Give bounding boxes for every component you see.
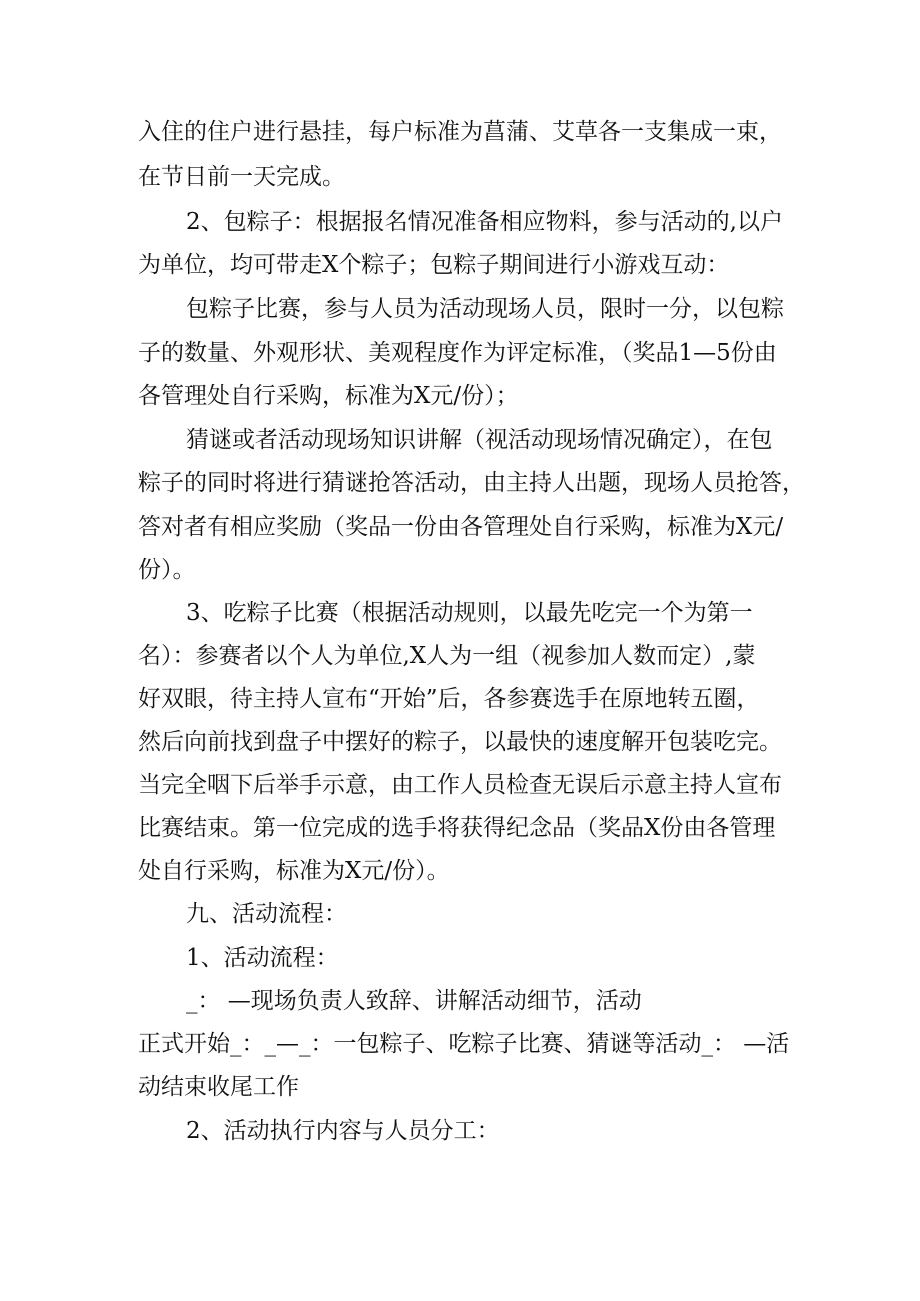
text-line: 动结束收尾工作: [138, 1074, 299, 1100]
text-line: 猜谜或者活动现场知识讲解（视活动现场情况确定），在包: [186, 427, 773, 453]
section-heading: 九、活动流程：: [186, 901, 347, 927]
text-line: 入住的住户进行悬挂，每户标准为菖蒲、艾草各一支集成一束，: [138, 119, 782, 145]
subsection-heading: 1、活动流程：: [186, 945, 339, 971]
text-line: 答对者有相应奖励（奖品一份由各管理处自行采购，标准为X元/: [138, 514, 784, 540]
text-line: 当完全咽下后举手示意，由工作人员检查无误后示意主持人宣布: [138, 772, 782, 798]
text-line: 好双眼，待主持人宣布“开始”后，各参赛选手在原地转五圈，: [138, 686, 760, 712]
text-line: 名）：参赛者以个人为单位,X人为一组（视参加人数而定）,蒙: [138, 643, 756, 669]
text-line: 为单位，均可带走X个粽子；包粽子期间进行小游戏互动：: [138, 252, 730, 278]
text-line: 各管理处自行采购，标准为X元/份）；: [138, 383, 519, 409]
text-line: _： —现场负责人致辞、讲解活动细节，活动: [186, 988, 642, 1014]
text-line: 份）。: [138, 557, 196, 583]
text-line: 处自行采购，标准为X元/份）。: [138, 858, 450, 884]
text-line: 包粽子比赛，参与人员为活动现场人员，限时一分，以包粽: [186, 296, 784, 322]
text-line: 然后向前找到盘子中摆好的粽子，以最快的速度解开包装吃完。: [138, 729, 782, 755]
subsection-heading: 2、活动执行内容与人员分工：: [186, 1118, 500, 1144]
text-line: 子的数量、外观形状、美观程度作为评定标准，（奖品1—5份由: [138, 340, 777, 366]
text-line: 3、吃粽子比赛（根据活动规则，以最先吃完一个为第一: [186, 600, 753, 626]
text-line: 比赛结束。第一位完成的选手将获得纪念品（奖品X份由各管理: [138, 815, 776, 841]
text-line: 2、包粽子：根据报名情况准备相应物料，参与活动的,以户: [186, 209, 783, 235]
text-line: 在节日前一天完成。: [138, 164, 345, 190]
text-line: 正式开始_：_—_：一包粽子、吃粽子比赛、猜谜等活动_： —活: [138, 1031, 790, 1057]
text-line: 粽子的同时将进行猜谜抢答活动，由主持人出题，现场人员抢答，: [138, 470, 805, 496]
